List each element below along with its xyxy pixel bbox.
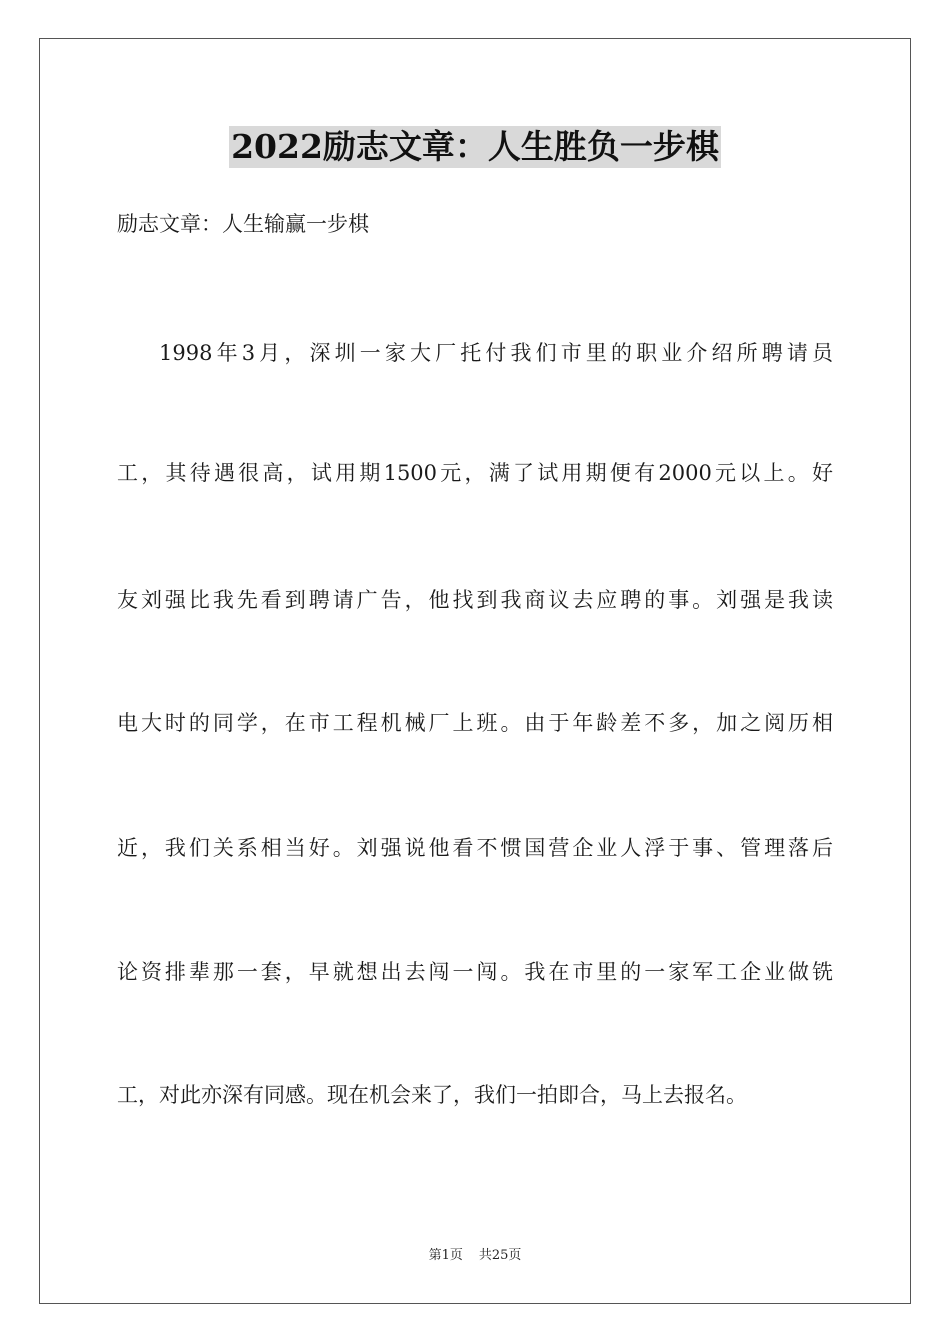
paragraph-line: 1998年3月，深圳一家大厂托付我们市里的职业介绍所聘请员	[159, 341, 833, 365]
paragraph-line: 工，其待遇很高，试用期1500元，满了试用期便有2000元以上。好	[117, 461, 833, 485]
paragraph-line: 工，对此亦深有同感。现在机会来了，我们一拍即合，马上去报名。	[117, 1083, 747, 1107]
page-footer	[0, 1246, 950, 1266]
paragraph-line: 电大时的同学，在市工程机械厂上班。由于年龄差不多，加之阅历相	[117, 711, 833, 735]
paragraph-line: 论资排辈那一套，早就想出去闯一闯。我在市里的一家军工企业做铣	[117, 960, 833, 984]
page-total: 共25页	[478, 1248, 522, 1263]
page-number: 第1页	[428, 1248, 463, 1263]
paragraph-line: 友刘强比我先看到聘请广告，他找到我商议去应聘的事。刘强是我读	[117, 588, 833, 612]
document-title: 2022励志文章：人生胜负一步棋	[231, 127, 719, 166]
document-subtitle: 励志文章：人生输赢一步棋	[117, 212, 369, 236]
paragraph-line: 近，我们关系相当好。刘强说他看不惯国营企业人浮于事、管理落后	[117, 836, 833, 860]
title-container	[0, 126, 950, 168]
